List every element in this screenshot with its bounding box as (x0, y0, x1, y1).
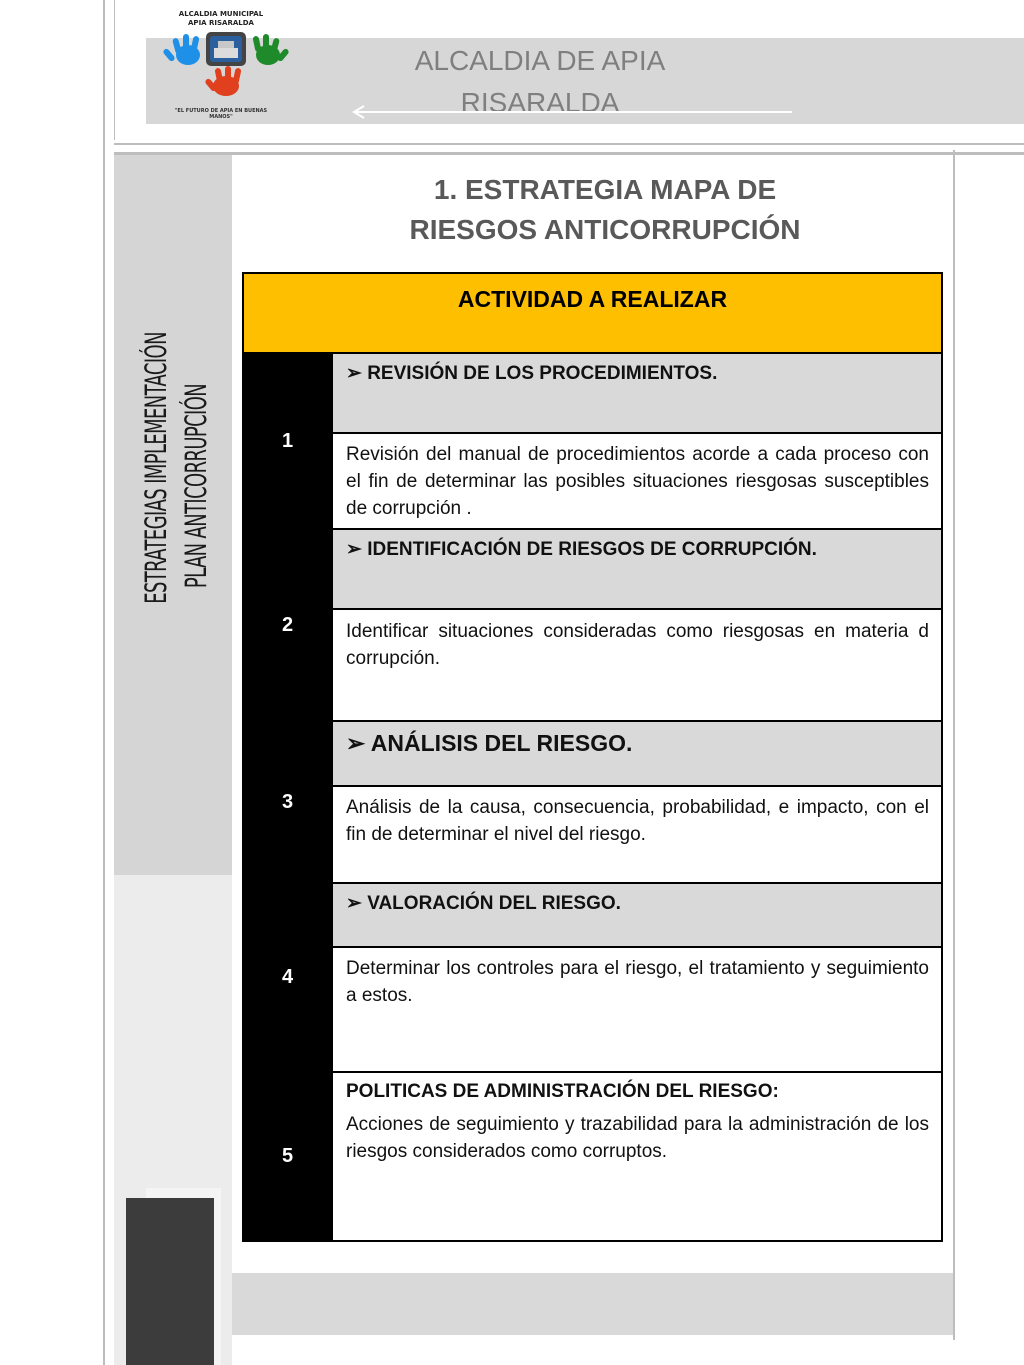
row-content (333, 722, 941, 882)
row-content (333, 884, 941, 1071)
row-heading: ➢ REVISIÓN DE LOS PROCEDIMIENTOS. (333, 354, 941, 434)
frame-left-line (103, 0, 105, 1365)
row-number: 3 (244, 722, 333, 882)
row-number: 5 (244, 1073, 333, 1240)
row-content (333, 1073, 941, 1240)
row-body: Acciones de seguimiento y trazabilidad para la administración de los riesgos considerados como corruptos. (346, 1114, 929, 1162)
municipal-logo (146, 0, 296, 124)
left-arrow-icon (350, 105, 795, 119)
frame-inner-line (114, 0, 115, 140)
table-row (244, 884, 941, 1073)
decorative-dark-block (126, 1198, 214, 1365)
section-title-line2: RIESGOS ANTICORRUPCIÓN (409, 214, 801, 245)
header-title-line1: ALCALDIA DE APIA (414, 45, 666, 76)
row-heading: ➢ IDENTIFICACIÓN DE RIESGOS DE CORRUPCIÓN. (333, 530, 941, 610)
activity-table (242, 272, 943, 1242)
sidebar-line1: ESTRATEGIAS IMPLEMENTACIÓN (139, 332, 173, 604)
row-number: 2 (244, 530, 333, 720)
header-divider (114, 143, 1024, 145)
row-number: 4 (244, 884, 333, 1071)
row-body: Determinar los controles para el riesgo, el tratamiento y seguimiento a estos. (346, 958, 929, 1006)
table-header: ACTIVIDAD A REALIZAR (244, 274, 941, 354)
section-title-line1: 1. ESTRATEGIA MAPA DE (433, 174, 777, 205)
sidebar-vertical-title (136, 296, 218, 676)
right-border-line (953, 150, 955, 1340)
row-heading: ➢ ANÁLISIS DEL RIESGO. (333, 722, 941, 787)
row-number: 1 (244, 354, 333, 528)
sidebar-line2: PLAN ANTICORRUPCIÓN (179, 383, 213, 589)
row-content (333, 354, 941, 528)
logo-caption: ALCALDIA MUNICIPAL APIA RISARALDA (178, 10, 264, 27)
table-row (244, 1073, 941, 1240)
row-heading: ➢ VALORACIÓN DEL RIESGO. (333, 884, 941, 948)
table-row (244, 354, 941, 530)
hands-logo-icon (146, 0, 296, 100)
row-body: Revisión del manual de procedimientos acorde a cada proceso con el fin de determinar las posibles situaciones riesgosas susceptibles de corrupción . (346, 444, 929, 519)
table-row (244, 722, 941, 884)
row-heading: POLITICAS DE ADMINISTRACIÓN DEL RIESGO: (333, 1073, 941, 1107)
section-title (390, 170, 820, 250)
row-body: Análisis de la causa, consecuencia, probabilidad, e impacto, con el fin de determinar el nivel del riesgo. (346, 797, 929, 845)
footer-band (232, 1273, 953, 1335)
row-body: Identificar situaciones consideradas como riesgosas en materia d corrupción. (346, 621, 929, 669)
header-divider-2 (114, 152, 1024, 155)
row-content (333, 530, 941, 720)
logo-motto: "EL FUTURO DE APIA EN BUENAS MANOS" (174, 108, 268, 120)
table-row (244, 530, 941, 722)
header-title-line2: RISARALDA (460, 87, 620, 118)
